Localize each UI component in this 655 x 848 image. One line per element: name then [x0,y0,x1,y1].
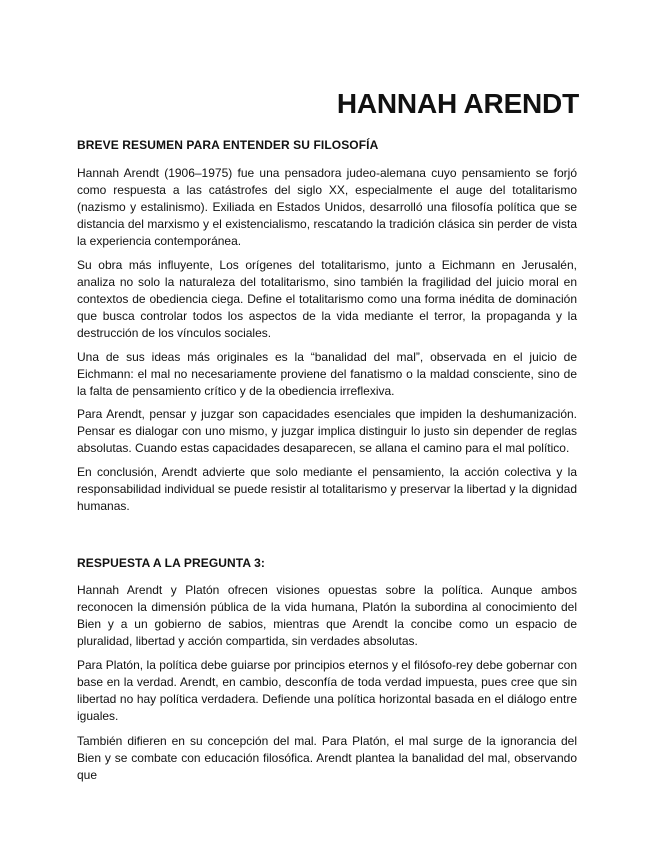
document-title: HANNAH ARENDT [336,88,579,119]
section-heading-summary: BREVE RESUMEN PARA ENTENDER SU FILOSOFÍA [77,138,379,152]
section-heading-question-3: RESPUESTA A LA PREGUNTA 3: [77,556,265,570]
paragraph: Su obra más influyente, Los orígenes del totalitarismo, junto a Eichmann en Jerusalén, analiza no solo la naturaleza del totalitarismo, sino también la fragilidad del juicio moral en contextos de obediencia ciega. Define el totalitarismo como una forma inédita de dominación que busca controlar todos los aspectos de la vida mediante el terror, la propaganda y la destrucción de los vínculos sociales. [77,258,577,340]
paragraph: Una de sus ideas más originales es la “banalidad del mal”, observada en el juicio de Eichmann: el mal no necesariamente proviene del fanatismo o la maldad consciente, sino de la falta de pensamiento crítico y de la obediencia irreflexiva. [77,350,577,398]
paragraph: Hannah Arendt y Platón ofrecen visiones opuestas sobre la política. Aunque ambos reconocen la dimensión pública de la vida humana, Platón la subordina al conocimiento del Bien y a un gobierno de sabios, mientras que Arendt la concibe como un espacio de pluralidad, libertad y acción compartida, sin verdades absolutas. [77,583,577,648]
paragraph: Para Arendt, pensar y juzgar son capacidades esenciales que impiden la deshumanización. Pensar es dialogar con uno mismo, y juzgar implica distinguir lo justo sin depender de reglas absolutas. Cuando estas capacidades desaparecen, se allana el camino para el mal político. [77,407,577,455]
paragraph: En conclusión, Arendt advierte que solo mediante el pensamiento, la acción colectiva y la responsabilidad individual se puede resistir al totalitarismo y preservar la libertad y la dignidad humanas. [77,465,577,513]
paragraph: Para Platón, la política debe guiarse por principios eternos y el filósofo-rey debe gobernar con base en la verdad. Arendt, en cambio, desconfía de toda verdad impuesta, pues cree que sin libertad no hay política verdadera. Defiende una política horizontal basada en el diálogo entre iguales. [77,658,577,723]
paragraph: También difieren en su concepción del mal. Para Platón, el mal surge de la ignorancia del Bien y se combate con educación filosófica. Arendt plantea la banalidad del mal, observando que [77,734,577,782]
paragraph: Hannah Arendt (1906–1975) fue una pensadora judeo-alemana cuyo pensamiento se forjó como respuesta a las catástrofes del siglo XX, especialmente el auge del totalitarismo (nazismo y estalinismo). Exiliada en Estados Unidos, desarrolló una filosofía política que se distancia del marxismo y el existencialismo, rescatando la tradición clásica sin perder de vista la experiencia contemporánea. [77,166,577,248]
